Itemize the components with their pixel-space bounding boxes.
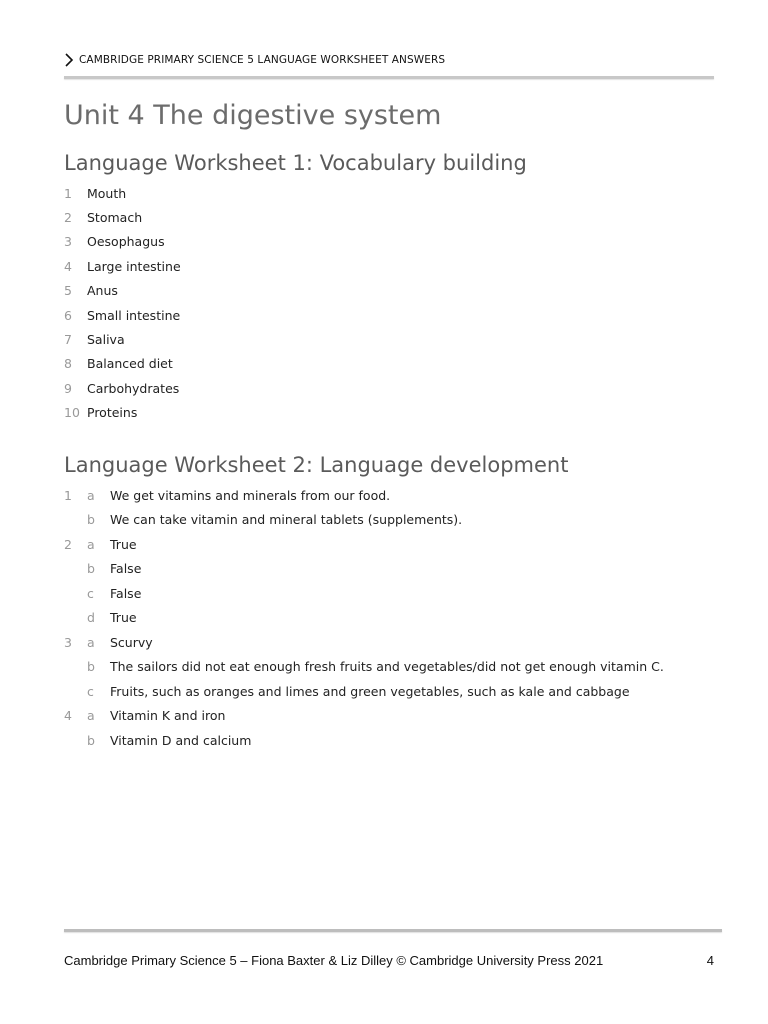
header-divider (64, 76, 714, 79)
item-answer: We can take vitamin and mineral tablets (supplements). (110, 512, 463, 527)
list-item (64, 657, 664, 677)
item-letter: b (87, 659, 95, 674)
item-number: 4 (64, 708, 72, 723)
item-letter: a (87, 487, 95, 503)
item-letter: c (87, 683, 94, 699)
item-letter: a (87, 708, 95, 723)
item-letter: c (87, 585, 94, 601)
list-item (64, 256, 181, 276)
item-answer: Large intestine (87, 258, 181, 274)
item-answer: Vitamin D and calcium (110, 732, 252, 748)
item-letter: b (87, 512, 95, 527)
item-letter: a (87, 536, 95, 552)
item-letter: b (87, 732, 95, 748)
list-item (64, 510, 462, 530)
list-item (64, 232, 165, 252)
worksheet1-title: Language Worksheet 1: Vocabulary building (64, 151, 527, 175)
page-number: 4 (706, 953, 714, 968)
list-item (64, 281, 118, 301)
list-item (64, 305, 180, 325)
item-answer: Stomach (87, 209, 143, 225)
item-answer: The sailors did not eat enough fresh fruits and vegetables/did not get enough vitamin C. (110, 659, 664, 674)
list-item (64, 378, 179, 398)
item-number: 6 (64, 307, 72, 323)
list-item (64, 403, 137, 423)
list-item (64, 730, 251, 750)
list-item (64, 681, 630, 701)
item-answer: Balanced diet (87, 356, 173, 372)
item-number: 1 (64, 185, 72, 201)
list-item (64, 559, 141, 579)
list-item (64, 183, 126, 203)
worksheet2-title: Language Worksheet 2: Language development (64, 453, 569, 477)
footer-credit: Cambridge Primary Science 5 – Fiona Baxter & Liz Dilley © Cambridge University Press 2021 (64, 953, 604, 968)
item-answer: True (110, 610, 137, 625)
running-header (64, 50, 445, 70)
item-answer: False (110, 561, 142, 576)
list-item (64, 534, 137, 554)
list-item (64, 632, 153, 652)
item-answer: Proteins (87, 405, 138, 421)
item-answer: Mouth (87, 185, 127, 201)
list-item (64, 706, 225, 726)
list-item (64, 329, 125, 349)
chevron-right-icon (64, 53, 74, 67)
item-number: 3 (64, 234, 72, 250)
item-answer: We get vitamins and minerals from our food. (110, 487, 391, 503)
page-footer (64, 953, 714, 968)
item-number: 7 (64, 331, 72, 347)
item-answer: Fruits, such as oranges and limes and green vegetables, such as kale and cabbage (110, 683, 630, 699)
footer-divider (64, 929, 722, 932)
item-answer: Small intestine (87, 307, 181, 323)
item-answer: True (110, 536, 137, 552)
item-number: 10 (64, 405, 80, 421)
item-answer: False (110, 585, 142, 601)
list-item (64, 608, 137, 628)
list-item (64, 485, 390, 505)
item-answer: Anus (87, 283, 118, 299)
list-item (64, 207, 142, 227)
item-number: 9 (64, 380, 72, 396)
item-number: 2 (64, 209, 72, 225)
item-answer: Vitamin K and iron (110, 708, 226, 723)
unit-title: Unit 4 The digestive system (64, 100, 442, 131)
item-answer: Saliva (87, 331, 125, 347)
item-letter: a (87, 634, 95, 650)
item-number: 1 (64, 487, 72, 503)
item-number: 4 (64, 258, 72, 274)
item-letter: d (87, 610, 95, 625)
item-number: 2 (64, 536, 72, 552)
item-answer: Carbohydrates (87, 380, 180, 396)
item-answer: Oesophagus (87, 234, 165, 250)
header-text: CAMBRIDGE PRIMARY SCIENCE 5 LANGUAGE WORKSHEET ANSWERS (79, 54, 446, 66)
item-number: 5 (64, 283, 72, 299)
list-item (64, 583, 141, 603)
item-letter: b (87, 561, 95, 576)
item-number: 8 (64, 356, 72, 372)
item-answer: Scurvy (110, 634, 153, 650)
list-item (64, 354, 173, 374)
item-number: 3 (64, 634, 72, 650)
